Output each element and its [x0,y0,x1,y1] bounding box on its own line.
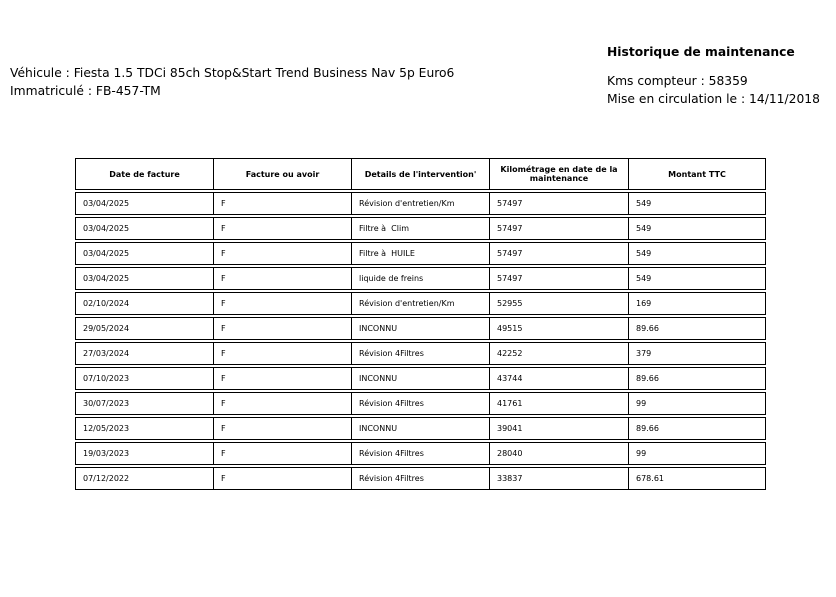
table-row [75,442,766,465]
cell-invoice-type: F [214,468,352,489]
cell-amount: 99 [636,449,647,458]
cell-mileage: 57497 [490,193,629,214]
cell-mileage: 28040 [490,443,629,464]
vehicle-model: Véhicule : Fiesta 1.5 TDCi 85ch Stop&Start Trend Business Nav 5p Euro6 [10,66,455,80]
cell-invoice-date: 03/04/2025 [76,193,214,214]
header-mileage: Kilométrage en date de la maintenance [490,159,629,189]
maintenance-table [75,158,766,492]
cell-invoice-type: F [214,243,352,264]
cell-amount: 678.61 [636,474,664,483]
header-intervention: Details de l'intervention' [352,159,490,189]
table-row [75,292,766,315]
table-header-row [75,158,766,190]
table-row [75,217,766,240]
cell-intervention: Filtre à HUILE [352,243,490,264]
cell-invoice-date: 30/07/2023 [76,393,214,414]
maintenance-summary [607,43,820,108]
cell-intervention: Filtre à Clim [352,218,490,239]
cell-mileage: 42252 [490,343,629,364]
cell-intervention: Révision 4Filtres [352,393,490,414]
vehicle-plate: Immatriculé : FB-457-TM [10,84,161,98]
cell-mileage: 52955 [490,293,629,314]
cell-intervention: Révision d'entretien/Km [352,293,490,314]
cell-invoice-date: 27/03/2024 [76,343,214,364]
cell-mileage: 57497 [490,218,629,239]
cell-intervention: Révision 4Filtres [352,343,490,364]
cell-intervention: INCONNU [352,318,490,339]
cell-invoice-date: 03/04/2025 [76,268,214,289]
cell-mileage: 33837 [490,468,629,489]
cell-invoice-date: 03/04/2025 [76,218,214,239]
cell-amount: 549 [636,224,652,233]
cell-intervention: Révision d'entretien/Km [352,193,490,214]
cell-invoice-date: 29/05/2024 [76,318,214,339]
cell-mileage: 57497 [490,243,629,264]
table-row [75,467,766,490]
cell-amount: 549 [636,249,652,258]
cell-invoice-type: F [214,218,352,239]
table-row [75,342,766,365]
cell-mileage: 39041 [490,418,629,439]
cell-mileage: 49515 [490,318,629,339]
cell-amount: 89.66 [636,424,659,433]
table-row [75,242,766,265]
odometer-reading: Kms compteur : 58359 [607,74,748,88]
cell-amount: 89.66 [636,324,659,333]
cell-amount: 99 [636,399,647,408]
cell-amount: 169 [636,299,652,308]
cell-invoice-date: 19/03/2023 [76,443,214,464]
cell-invoice-date: 12/05/2023 [76,418,214,439]
cell-invoice-type: F [214,293,352,314]
header-amount: Montant TTC [668,169,726,179]
cell-invoice-date: 07/12/2022 [76,468,214,489]
header-invoice-type: Facture ou avoir [214,159,352,189]
cell-intervention: Révision 4Filtres [352,443,490,464]
table-row [75,367,766,390]
cell-amount: 549 [636,274,652,283]
circulation-date: Mise en circulation le : 14/11/2018 [607,92,820,106]
cell-amount: 549 [636,199,652,208]
cell-intervention: liquide de freins [352,268,490,289]
cell-invoice-date: 03/04/2025 [76,243,214,264]
cell-invoice-type: F [214,268,352,289]
cell-invoice-date: 02/10/2024 [76,293,214,314]
cell-amount: 379 [636,349,652,358]
cell-intervention: INCONNU [352,368,490,389]
cell-amount: 89.66 [636,374,659,383]
cell-invoice-type: F [214,343,352,364]
cell-invoice-type: F [214,418,352,439]
history-title: Historique de maintenance [607,45,795,59]
table-row [75,417,766,440]
cell-mileage: 43744 [490,368,629,389]
cell-mileage: 41761 [490,393,629,414]
cell-invoice-type: F [214,368,352,389]
cell-intervention: Révision 4Filtres [352,468,490,489]
cell-mileage: 57497 [490,268,629,289]
cell-invoice-type: F [214,318,352,339]
table-row [75,192,766,215]
cell-invoice-type: F [214,193,352,214]
cell-invoice-type: F [214,443,352,464]
table-row [75,317,766,340]
cell-intervention: INCONNU [352,418,490,439]
cell-invoice-type: F [214,393,352,414]
table-row [75,267,766,290]
table-row [75,392,766,415]
vehicle-info [10,64,454,100]
header-invoice-date: Date de facture [76,159,214,189]
cell-invoice-date: 07/10/2023 [76,368,214,389]
